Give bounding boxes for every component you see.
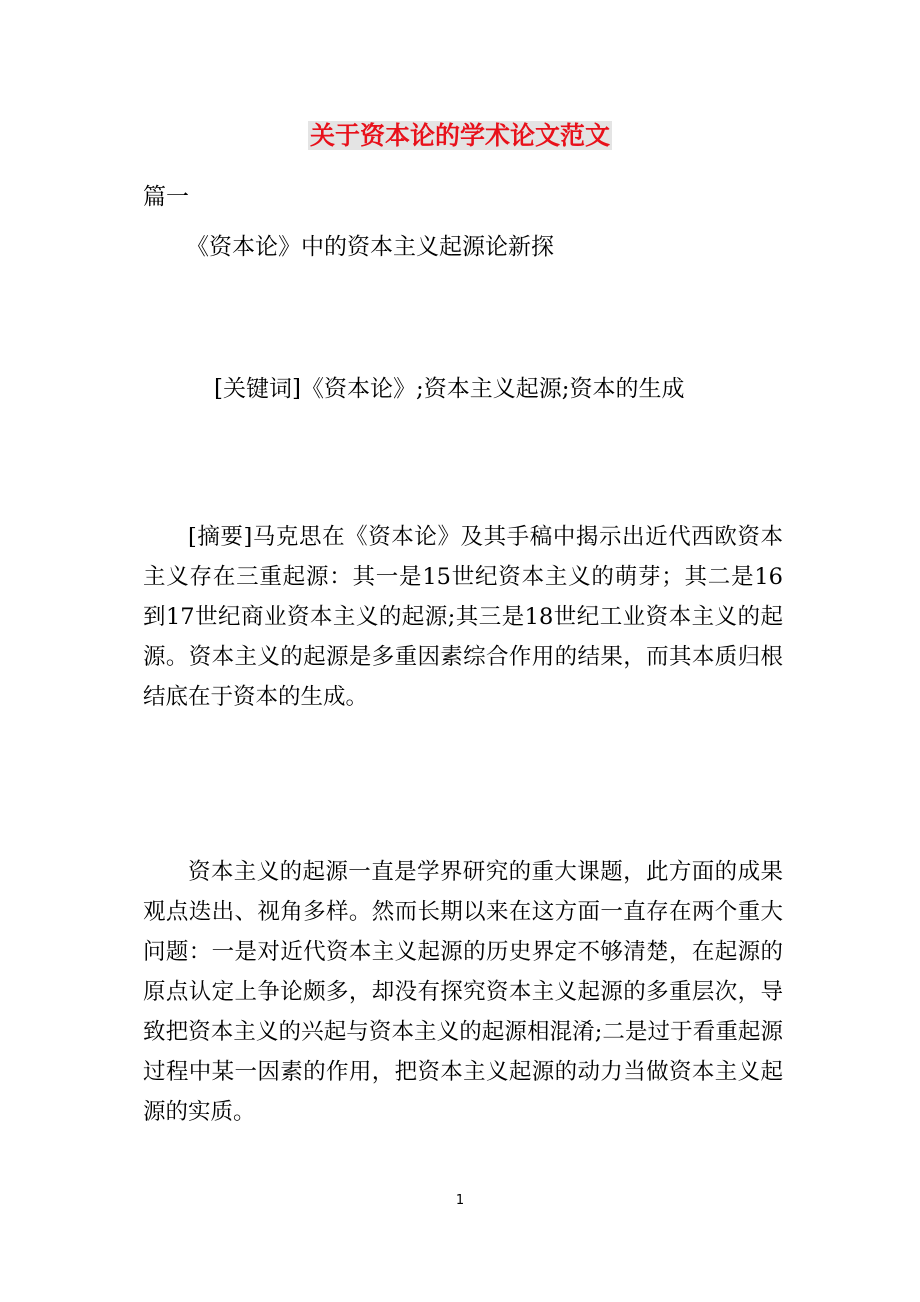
- page-number: 1: [455, 1193, 465, 1208]
- document-title-text: 关于资本论的学术论文范文: [309, 121, 610, 150]
- body-paragraph: 资本主义的起源一直是学界研究的重大课题，此方面的成果观点迭出、视角多样。然而长期以来在这方面一直存在两个重大问题：一是对近代资本主义起源的历史界定不够清楚，在起源的原点认定上争论颇多，却没有探究资本主义起源的多重层次，导致把资本主义的兴起与资本主义的起源相混淆;二是过于看重起源过程中某一因素的作用，把资本主义起源的动力当做资本主义起源的实质。: [143, 859, 783, 1125]
- abstract-paragraph: [摘要]马克思在《资本论》及其手稿中揭示出近代西欧资本主义存在三重起源：其一是15世纪资本主义的萌芽；其二是16到17世纪商业资本主义的起源;其三是18世纪工业资本主义的起源。资本主义的起源是多重因素综合作用的结果，而其本质归根结底在于资本的生成。: [143, 524, 783, 710]
- article-subtitle: 《资本论》中的资本主义起源论新探: [186, 234, 554, 260]
- keywords-line: [关键词]《资本论》;资本主义起源;资本的生成: [214, 376, 685, 402]
- section-label: 篇一: [143, 184, 189, 210]
- document-title: [0, 118, 920, 154]
